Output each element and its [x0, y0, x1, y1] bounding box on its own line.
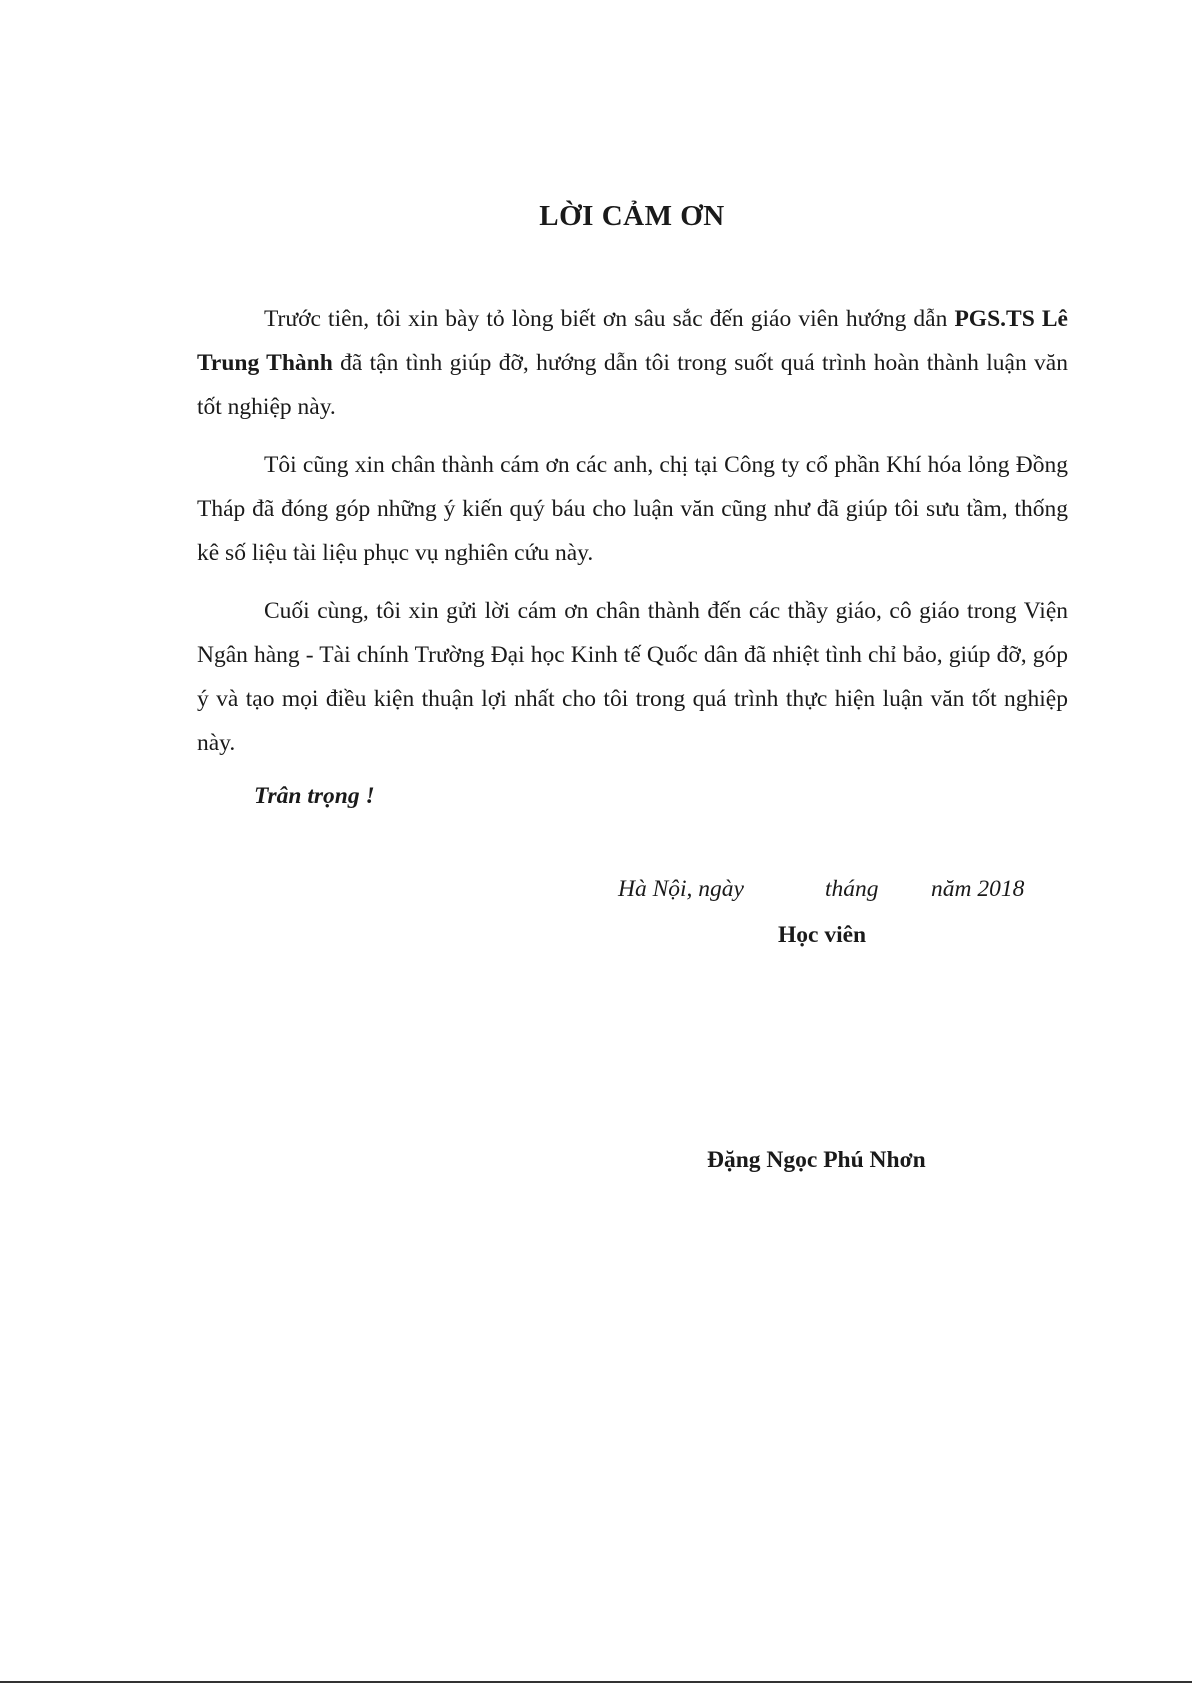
date-place-day: Hà Nội, ngày	[618, 876, 744, 902]
closing-salutation: Trân trọng !	[254, 783, 375, 809]
signer-name: Đặng Ngọc Phú Nhơn	[707, 1147, 926, 1173]
signer-role: Học viên	[778, 922, 867, 948]
date-year: năm 2018	[931, 876, 1025, 902]
advisor-name: PGS.TS Lê Trung Thành	[197, 306, 1068, 376]
paragraph-2-text: Tôi cũng xin chân thành cám ơn các anh, chị tại Công ty cổ phần Khí hóa lỏng Đồng Tháp đã đóng góp những ý kiến quý báu cho luận văn cũng như đã giúp tôi sưu tầm, thống kê số liệu tài liệu phục vụ nghiên cứu này.	[197, 452, 1068, 566]
bottom-divider	[0, 1681, 1192, 1683]
paragraph-thanks-advisor	[197, 297, 1068, 431]
paragraph-1-lead: Trước tiên, tôi xin bày tỏ lòng biết ơn sâu sắc đến giáo viên hướng dẫn	[264, 306, 955, 332]
paragraph-3-text: Cuối cùng, tôi xin gửi lời cám ơn chân thành đến các thầy giáo, cô giáo trong Viện Ngân hàng - Tài chính Trường Đại học Kinh tế Quốc dân đã nhiệt tình chỉ bảo, giúp đỡ, góp ý và tạo mọi điều kiện thuận lợi nhất cho tôi trong quá trình thực hiện luận văn tốt nghiệp này.	[197, 598, 1068, 756]
page-title: LỜI CẢM ƠN	[539, 200, 725, 232]
paragraph-thanks-teachers	[197, 589, 1068, 767]
paragraph-1-rest: đã tận tình giúp đỡ, hướng dẫn tôi trong suốt quá trình hoàn thành luận văn tốt nghiệp này.	[197, 350, 1068, 420]
paragraph-thanks-company	[197, 443, 1068, 577]
date-month: tháng	[825, 876, 879, 902]
